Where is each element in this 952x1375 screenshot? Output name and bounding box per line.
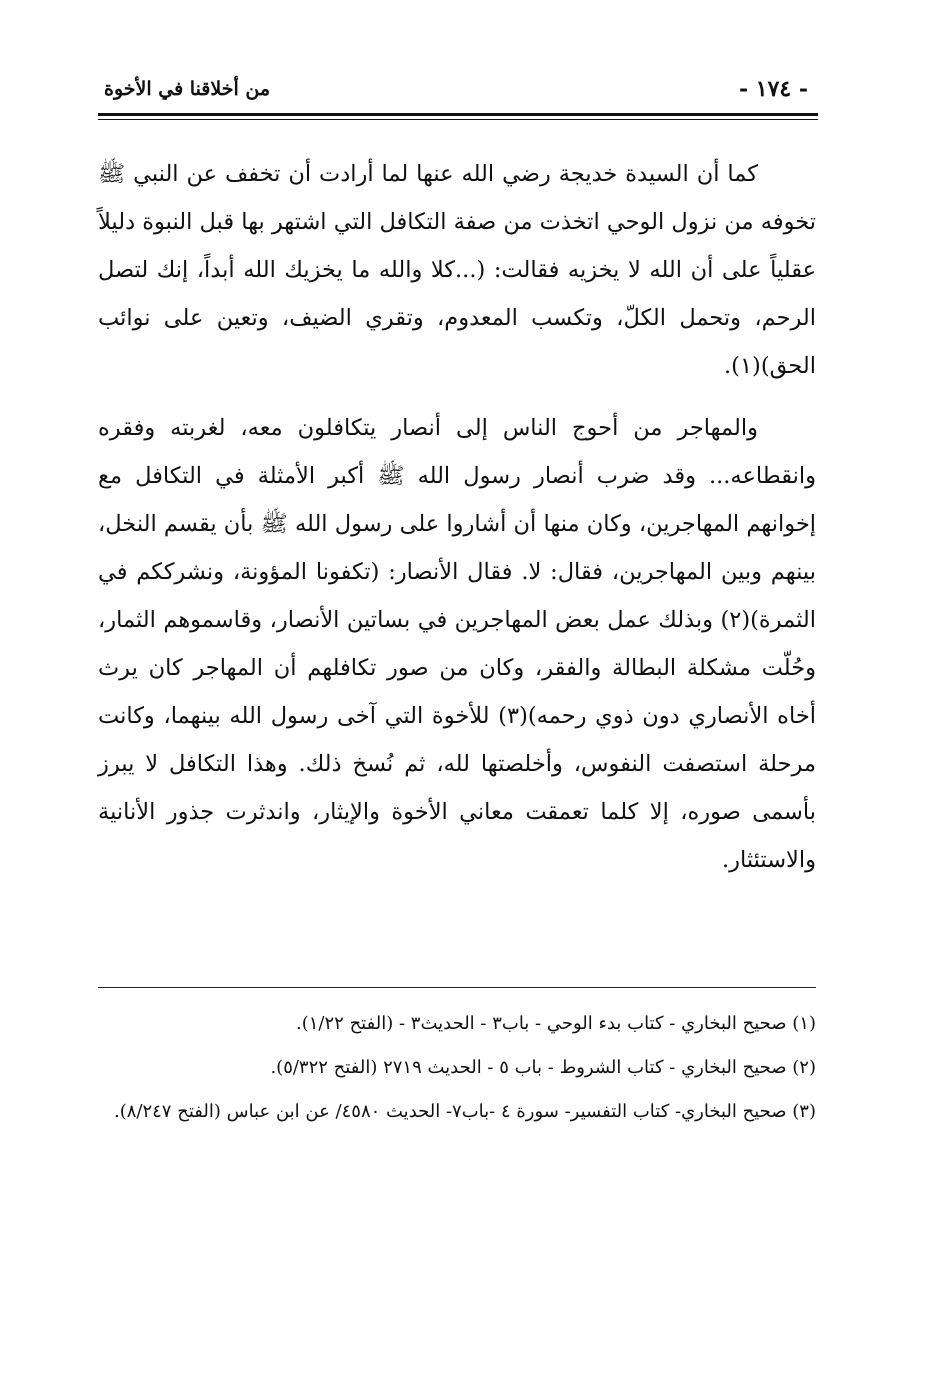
paragraph: والمهاجر من أحوج الناس إلى أنصار يتكافلون معه، لغربته وفقره وانقطاعه... وقد ضرب أنصار رسول الله ﷺ أكبر الأمثلة في التكافل مع إخوانهم المهاجرين، وكان منها أن أشاروا على رسول الله ﷺ بأن يقسم النخل، بينهم وبين المهاجرين، فقال: لا. فقال الأنصار: (تكفونا المؤونة، ونشرككم في الثمرة)(٢) وبذلك عمل بعض المهاجرين في بساتين الأنصار، وقاسموهم الثمار، وحُلّت مشكلة البطالة والفقر، وكان من صور تكافلهم أن المهاجر كان يرث أخاه الأنصاري دون ذوي رحمه)(٣) للأخوة التي آخى رسول الله بينهما، وكانت مرحلة استصفت النفوس، وأخلصتها لله، ثم نُسخ ذلك. وهذا التكافل لا يبرز بأسمى صوره، إلا كلما تعمقت معاني الأخوة والإيثار، واندثرت جذور الأنانية والاستئثار. bbox=[98, 415, 816, 873]
page-number: - ١٧٤ - bbox=[738, 76, 808, 102]
header-rule bbox=[98, 113, 818, 116]
running-title: من أخلاقنا في الأخوة bbox=[104, 78, 270, 100]
footnote: (٢) صحيح البخاري - كتاب الشروط - باب ٥ - الحديث ٢٧١٩ (الفتح ٥/٣٢٢). bbox=[270, 1057, 816, 1078]
footnote: (١) صحيح البخاري - كتاب بدء الوحي - باب٣ - الحديث٣ - (الفتح ١/٢٢). bbox=[296, 1013, 816, 1034]
page-header bbox=[96, 74, 818, 114]
paragraph: كما أن السيدة خديجة رضي الله عنها لما أرادت أن تخفف عن النبي ﷺ تخوفه من نزول الوحي اتخذت من صفة التكافل التي اشتهر بها قبل النبوة دليلاً عقلياً على أن الله لا يخزيه فقالت: (...كلا والله ما يخزيك الله أبداً، إنك لتصل الرحم، وتحمل الكلّ، وتكسب المعدوم، وتقري الضيف، وتعين على نوائب الحق)(١). bbox=[98, 161, 816, 379]
header-rule-thin bbox=[98, 119, 818, 120]
main-text bbox=[98, 150, 816, 884]
footnote: (٣) صحيح البخاري- كتاب التفسير- سورة ٤ -باب٧- الحديث ٤٥٨٠/ عن ابن عباس (الفتح ٨/٢٤٧). bbox=[113, 1101, 816, 1122]
footnote-separator bbox=[98, 987, 816, 988]
footnotes bbox=[98, 1006, 816, 1138]
